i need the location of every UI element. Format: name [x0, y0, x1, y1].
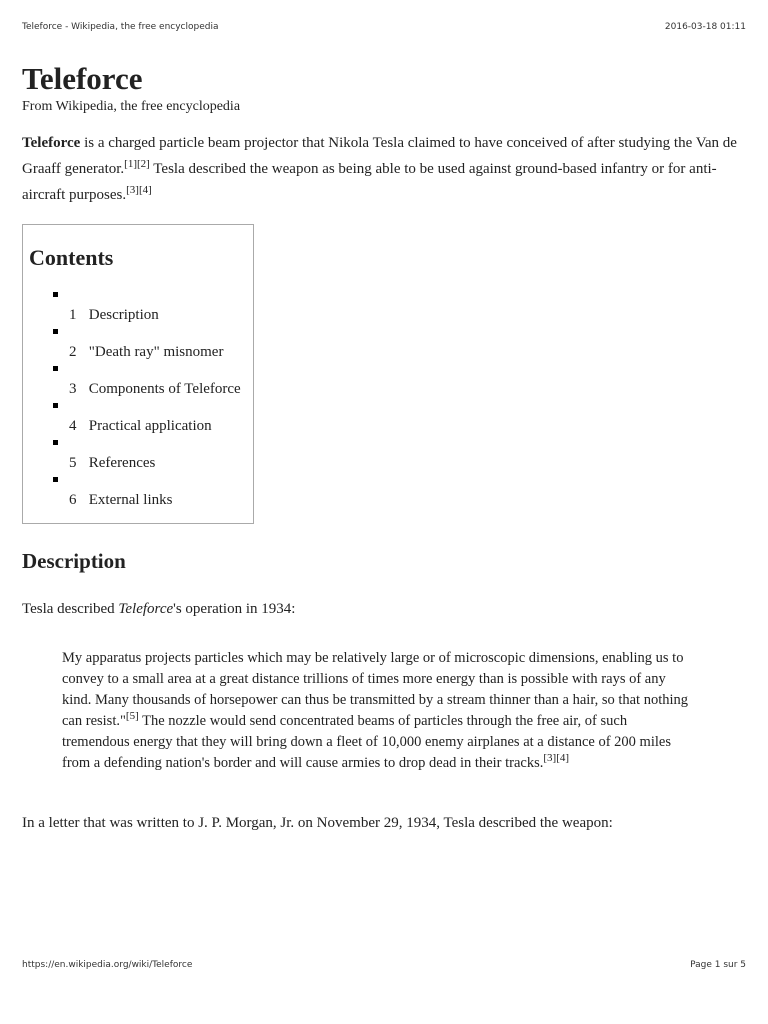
blockquote	[62, 648, 688, 774]
toc-title: Contents	[29, 245, 114, 270]
toc-item-references[interactable]	[53, 435, 253, 472]
toc-item-practical-application[interactable]	[53, 398, 253, 435]
toc-item-label[interactable]: Components of Teleforce	[88, 381, 241, 397]
ref-link-3[interactable]: [3]	[543, 752, 557, 765]
print-footer-url: https://en.wikipedia.org/wiki/Teleforce	[22, 960, 193, 970]
section-heading-description: Description	[22, 549, 126, 573]
lead-text-after: 's operation in 1934:	[173, 601, 296, 617]
quote-text-1: My apparatus projects particles which may be relatively large or of microscopic dimensions, enabling us to convey to a small area at a great distance trillions of times more energy than is possible with rays of any kind. Many thousands of horsepower can thus be transmitted by a stream thinner than a hair, so that nothing can resist."	[62, 650, 689, 729]
article-content	[22, 60, 748, 836]
toc-item-description[interactable]	[53, 287, 253, 324]
page-title: Teleforce	[22, 61, 143, 96]
toc-item-number: 3	[69, 381, 77, 397]
toc-item-number: 5	[69, 455, 77, 471]
letter-paragraph: In a letter that was written to J. P. Morgan, Jr. on November 29, 1934, Tesla described the weapon:	[22, 815, 613, 831]
toc-item-number: 2	[69, 344, 77, 360]
toc-item-death-ray-misnomer[interactable]	[53, 324, 253, 361]
description-lead	[22, 596, 748, 622]
print-header-datetime: 2016-03-18 01:11	[664, 22, 746, 32]
toc-item-label[interactable]: "Death ray" misnomer	[88, 344, 224, 360]
print-footer	[22, 960, 746, 970]
print-header-title: Teleforce - Wikipedia, the free encyclopedia	[22, 22, 219, 32]
toc-item-label[interactable]: References	[88, 455, 156, 471]
toc-item-number: 4	[69, 418, 77, 434]
ref-link-4[interactable]: [4]	[556, 752, 570, 765]
ref-link-4[interactable]: [4]	[138, 184, 152, 196]
intro-text-2: Tesla described the weapon as being able to be used against ground-based infantry or for anti-aircraft purposes.	[22, 161, 717, 203]
intro-text-1: is a charged particle beam projector that Nikola Tesla claimed to have conceived of after studying the Van de Graaff generator.	[22, 135, 737, 177]
lead-text-before: Tesla described	[22, 601, 119, 617]
table-of-contents	[22, 224, 254, 524]
ref-link-2[interactable]: [2]	[137, 158, 150, 170]
toc-item-components[interactable]	[53, 361, 253, 398]
lead-emphasis: Teleforce	[118, 601, 174, 617]
toc-list	[29, 287, 253, 509]
quote-text-2: The nozzle would send concentrated beams of particles through the free air, of such tremendous energy that they will bring down a fleet of 10,000 enemy airplanes at a distance of 200 miles from a defending nation's border and will cause armies to drop dead in their tracks.	[62, 713, 671, 771]
toc-item-label[interactable]: External links	[88, 492, 173, 508]
ref-link-3[interactable]: [3]	[126, 184, 139, 196]
print-header	[22, 22, 746, 32]
toc-item-external-links[interactable]	[53, 472, 253, 509]
toc-item-label[interactable]: Description	[88, 307, 159, 323]
toc-item-number: 1	[69, 307, 77, 323]
tagline: From Wikipedia, the free encyclopedia	[22, 99, 241, 114]
intro-term: Teleforce	[22, 135, 81, 151]
toc-item-label[interactable]: Practical application	[88, 418, 212, 434]
toc-item-number: 6	[69, 492, 77, 508]
print-footer-page: Page 1 sur 5	[690, 960, 746, 970]
intro-paragraph	[22, 130, 748, 208]
ref-link-1[interactable]: [1]	[124, 158, 137, 170]
ref-link-5[interactable]: [5]	[125, 710, 139, 723]
